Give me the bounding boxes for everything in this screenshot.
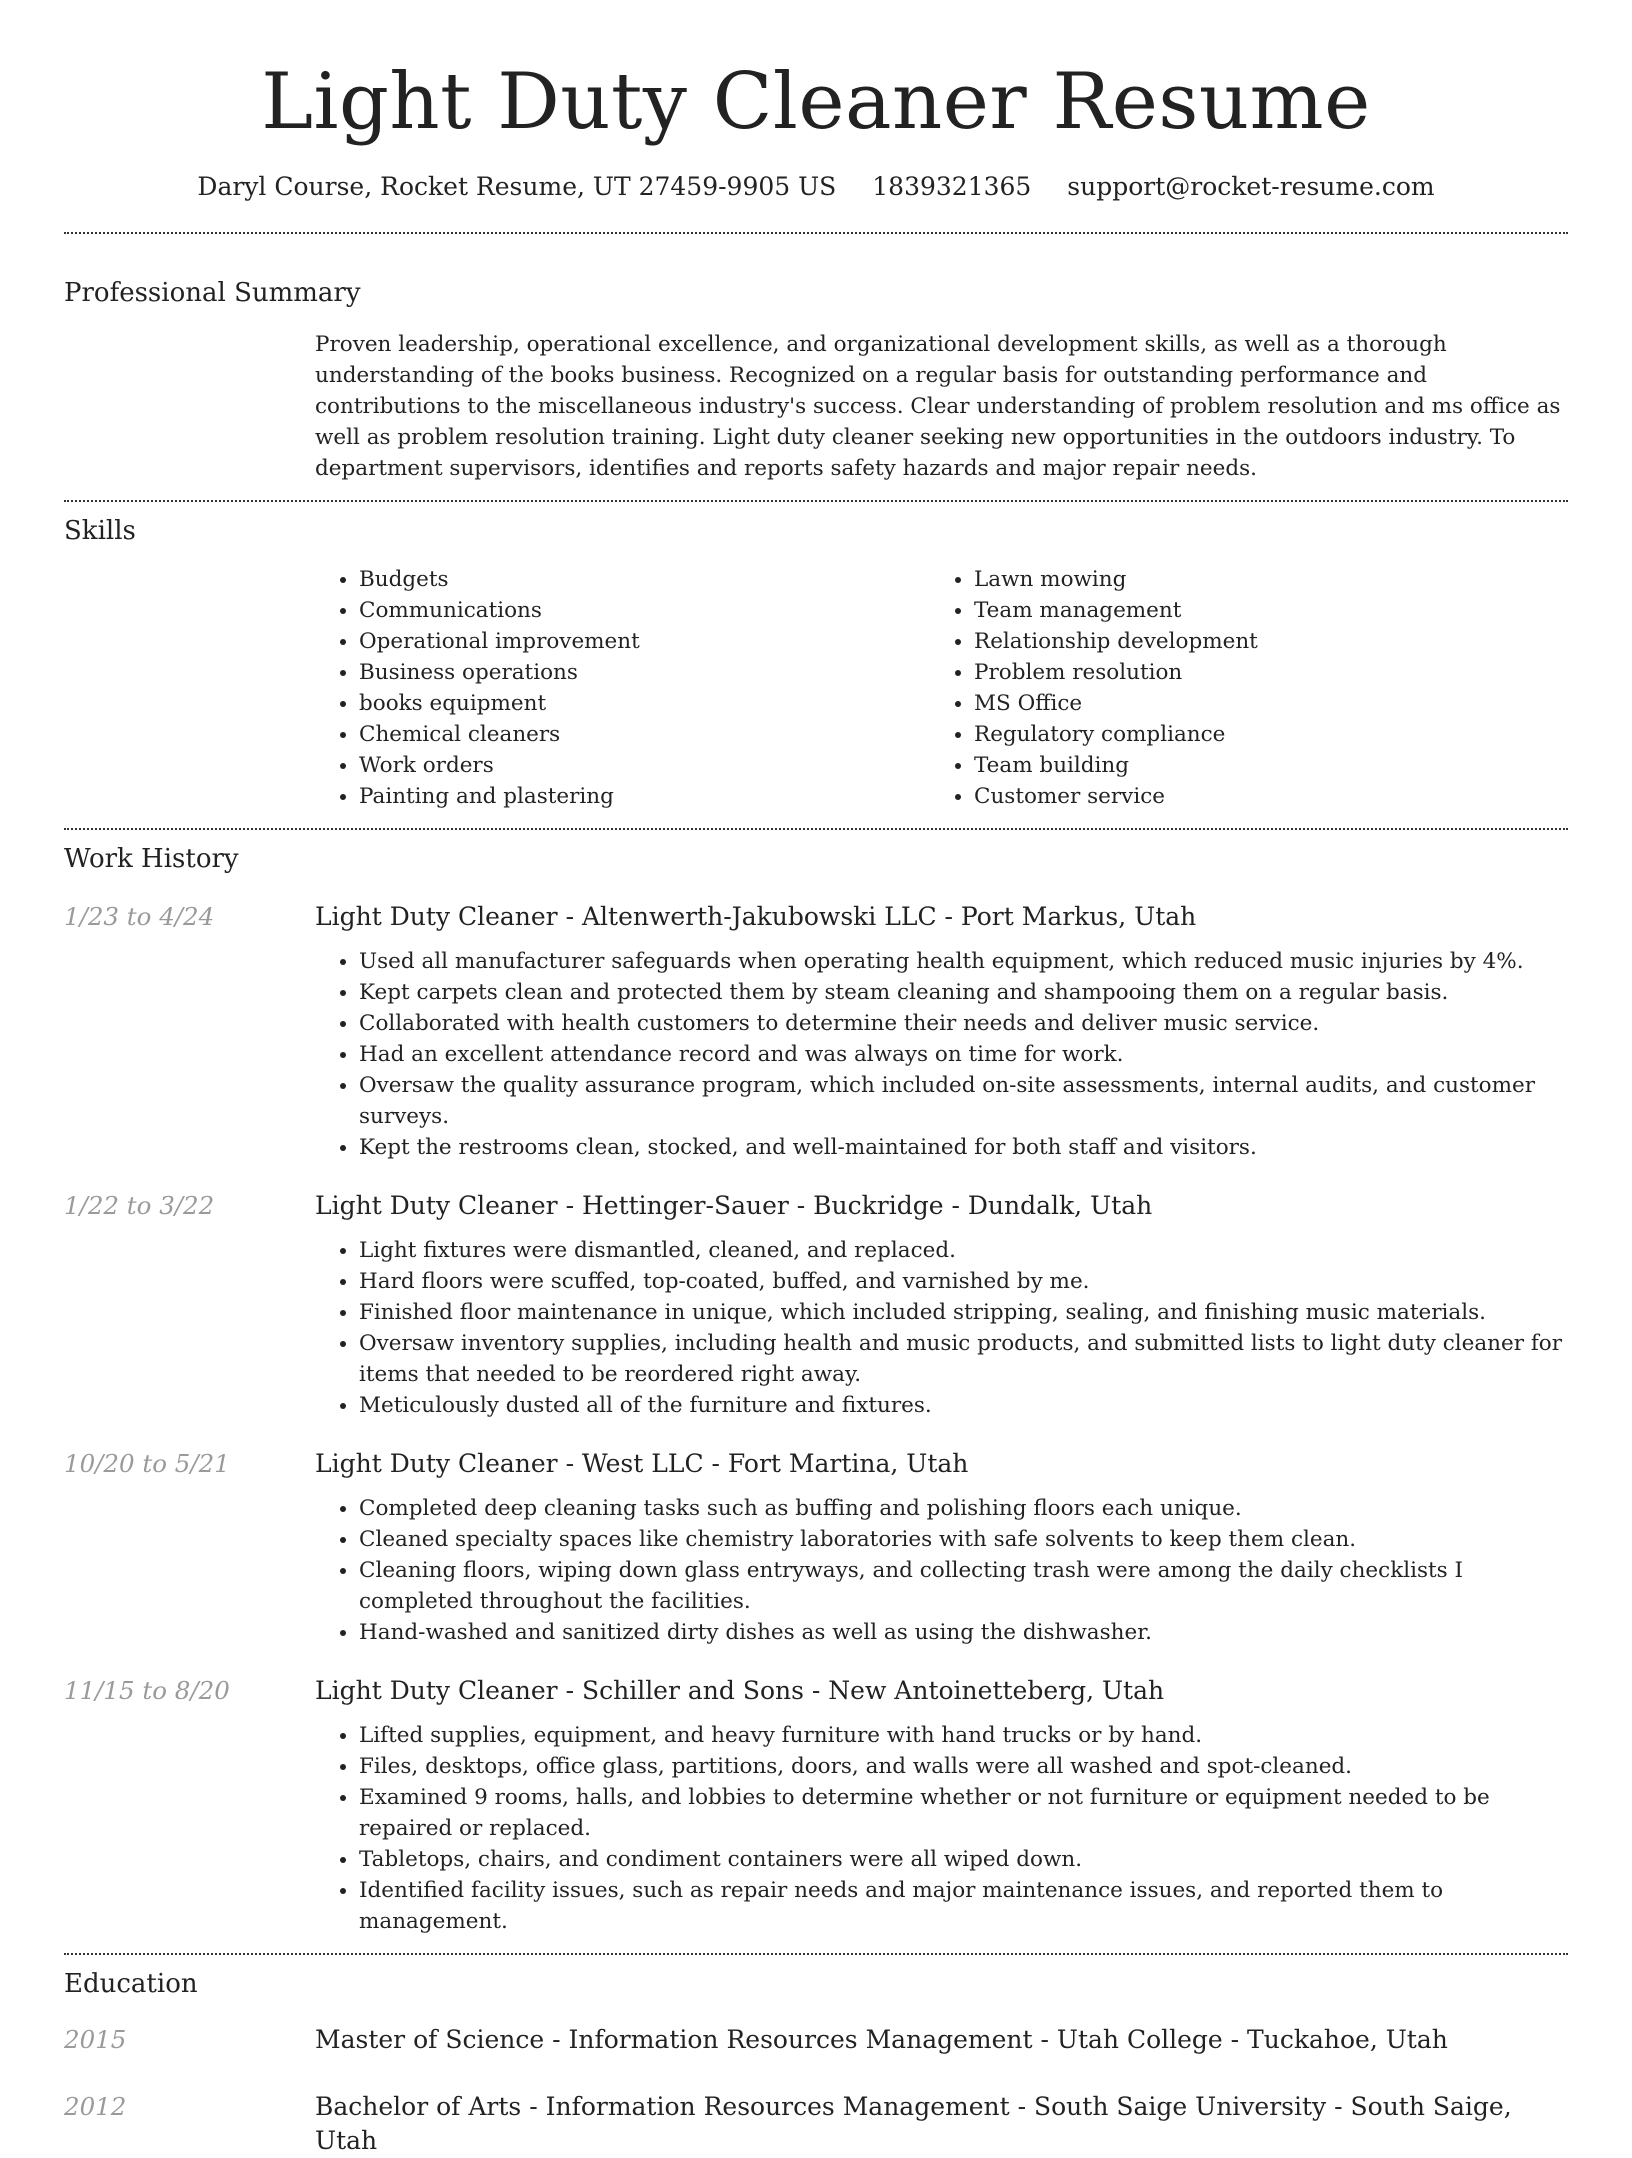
skill-item: • Communications <box>359 595 930 626</box>
education-degree: Bachelor of Arts - Information Resources Management - South Saige University - South Saige, Utah <box>315 2092 1512 2155</box>
skills-heading: Skills <box>64 516 136 546</box>
job-dates: 1/22 to 3/22 <box>64 1191 215 1220</box>
job-bullet: • Completed deep cleaning tasks such as buffing and polishing floors each unique. <box>359 1493 1568 1524</box>
job-bullet: • Used all manufacturer safeguards when operating health equipment, which reduced music injuries by 4%. <box>359 946 1568 977</box>
job-bullet: • Finished floor maintenance in unique, which included stripping, sealing, and finishing music materials. <box>359 1297 1568 1328</box>
education-year: 2012 <box>64 2092 127 2121</box>
work-heading: Work History <box>64 844 239 874</box>
skills-list-right <box>930 564 1545 812</box>
job-dates: 1/23 to 4/24 <box>64 902 215 931</box>
job-bullet: • Files, desktops, office glass, partitions, doors, and walls were all washed and spot-cleaned. <box>359 1751 1568 1782</box>
skills-divider <box>64 828 1568 830</box>
summary-divider <box>64 500 1568 502</box>
job-bullet: • Cleaned specialty spaces like chemistry laboratories with safe solvents to keep them clean. <box>359 1524 1568 1555</box>
skill-item: • Work orders <box>359 750 930 781</box>
skill-item: • Team management <box>974 595 1545 626</box>
job-bullet: • Lifted supplies, equipment, and heavy furniture with hand trucks or by hand. <box>359 1720 1568 1751</box>
job-bullet: • Tabletops, chairs, and condiment containers were all wiped down. <box>359 1844 1568 1875</box>
summary-text: Proven leadership, operational excellence, and organizational development skills, as well as a thorough understanding of the books business. Recognized on a regular basis for outstanding performance and contributions to the miscellaneous industry's success. Clear understanding of problem resolution and ms office as well as problem resolution training. Light duty cleaner seeking new opportunities in the outdoors industry. To department supervisors, identifies and reports safety hazards and major repair needs. <box>315 332 1561 481</box>
education-entry <box>64 2090 1568 2158</box>
skill-item: • Customer service <box>974 781 1545 812</box>
job-bullet: • Oversaw inventory supplies, including health and music products, and submitted lists to light duty cleaner for items that needed to be reordered right away. <box>359 1328 1568 1390</box>
resume-title: Light Duty Cleaner Resume <box>261 57 1371 147</box>
skill-item: • Operational improvement <box>359 626 930 657</box>
job-title: Light Duty Cleaner - Hettinger-Sauer - Buckridge - Dundalk, Utah <box>315 1191 1153 1220</box>
job-entry <box>64 1674 1568 1937</box>
contact-address: Daryl Course, Rocket Resume, UT 27459-9905 US <box>197 172 837 201</box>
job-bullets <box>315 1720 1568 1937</box>
skills-list-left <box>315 564 930 812</box>
summary-section <box>315 329 1568 484</box>
job-bullets <box>315 946 1568 1163</box>
skill-item: • Painting and plastering <box>359 781 930 812</box>
job-bullet: • Oversaw the quality assurance program, which included on-site assessments, internal audits, and customer surveys. <box>359 1070 1568 1132</box>
job-title: Light Duty Cleaner - West LLC - Fort Martina, Utah <box>315 1449 969 1478</box>
job-bullet: • Hand-washed and sanitized dirty dishes as well as using the dishwasher. <box>359 1617 1568 1648</box>
contact-email: support@rocket-resume.com <box>1067 172 1435 201</box>
education-degree: Master of Science - Information Resources Management - Utah College - Tuckahoe, Utah <box>315 2025 1448 2054</box>
job-title: Light Duty Cleaner - Schiller and Sons - New Antoinetteberg, Utah <box>315 1676 1165 1705</box>
job-bullets <box>315 1235 1568 1421</box>
job-bullet: • Cleaning floors, wiping down glass entryways, and collecting trash were among the daily checklists I completed throughout the facilities. <box>359 1555 1568 1617</box>
contact-line <box>64 170 1568 204</box>
education-year: 2015 <box>64 2025 127 2054</box>
job-dates: 11/15 to 8/20 <box>64 1676 230 1705</box>
skill-item: • MS Office <box>974 688 1545 719</box>
skill-item: • books equipment <box>359 688 930 719</box>
job-entry <box>64 900 1568 1163</box>
education-entry <box>64 2023 1568 2057</box>
skill-item: • Lawn mowing <box>974 564 1545 595</box>
job-bullets <box>315 1493 1568 1648</box>
skill-item: • Chemical cleaners <box>359 719 930 750</box>
job-bullet: • Meticulously dusted all of the furniture and fixtures. <box>359 1390 1568 1421</box>
job-bullet: • Collaborated with health customers to determine their needs and deliver music service. <box>359 1008 1568 1039</box>
job-entry <box>64 1189 1568 1421</box>
skill-item: • Business operations <box>359 657 930 688</box>
job-bullet: • Hard floors were scuffed, top-coated, buffed, and varnished by me. <box>359 1266 1568 1297</box>
job-bullet: • Examined 9 rooms, halls, and lobbies to determine whether or not furniture or equipment needed to be repaired or replaced. <box>359 1782 1568 1844</box>
job-entry <box>64 1447 1568 1648</box>
skill-item: • Budgets <box>359 564 930 595</box>
skill-item: • Team building <box>974 750 1545 781</box>
job-bullet: • Identified facility issues, such as repair needs and major maintenance issues, and reported them to management. <box>359 1875 1568 1937</box>
job-bullet: • Light fixtures were dismantled, cleaned, and replaced. <box>359 1235 1568 1266</box>
contact-phone: 1839321365 <box>872 172 1032 201</box>
job-bullet: • Kept the restrooms clean, stocked, and well-maintained for both staff and visitors. <box>359 1132 1568 1163</box>
job-dates: 10/20 to 5/21 <box>64 1449 230 1478</box>
skill-item: • Relationship development <box>974 626 1545 657</box>
education-heading: Education <box>64 1969 198 1999</box>
job-bullet: • Kept carpets clean and protected them by steam cleaning and shampooing them on a regular basis. <box>359 977 1568 1008</box>
skill-item: • Problem resolution <box>974 657 1545 688</box>
work-divider <box>64 1953 1568 1955</box>
summary-heading: Professional Summary <box>64 278 361 308</box>
skill-item: • Regulatory compliance <box>974 719 1545 750</box>
skills-grid <box>315 564 1568 812</box>
job-title: Light Duty Cleaner - Altenwerth-Jakubowski LLC - Port Markus, Utah <box>315 902 1197 931</box>
job-bullet: • Had an excellent attendance record and was always on time for work. <box>359 1039 1568 1070</box>
header-divider <box>64 232 1568 234</box>
